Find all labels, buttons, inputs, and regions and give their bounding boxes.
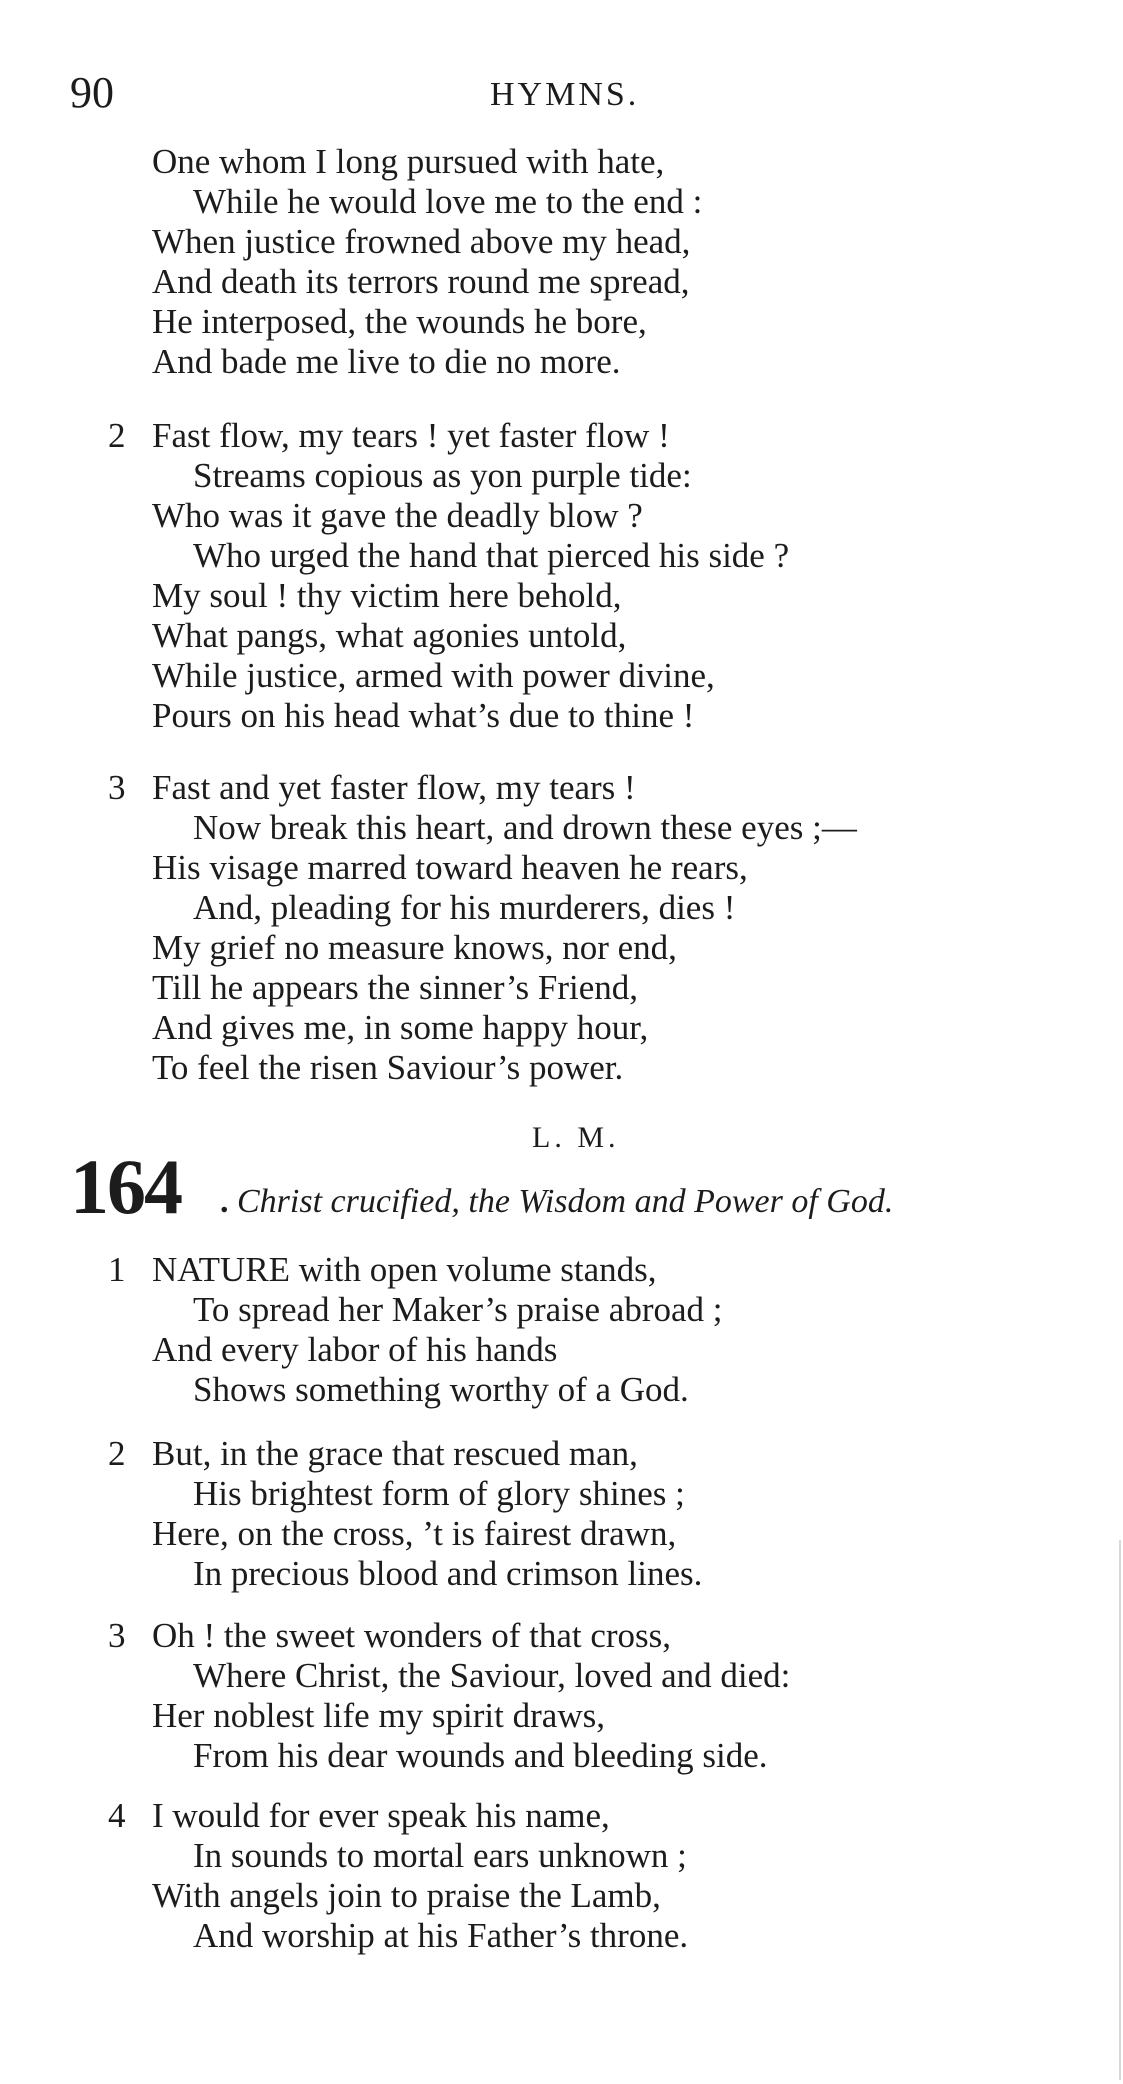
verse-line: Here, on the cross, ’t is fairest drawn, (152, 1514, 677, 1553)
verse-line: With angels join to praise the Lamb, (152, 1876, 661, 1915)
verse-line: And bade me live to die no more. (152, 342, 621, 381)
verse-line: Shows something worthy of a God. (193, 1370, 689, 1409)
verse-line: Now break this heart, and drown these eyes ;— (193, 808, 857, 847)
verse-line: Where Christ, the Saviour, loved and died: (193, 1656, 791, 1695)
verse-line: I would for ever speak his name, (152, 1796, 610, 1835)
verse-line: While justice, armed with power divine, (152, 656, 715, 695)
page-header (70, 68, 1070, 118)
verse-line: In precious blood and crimson lines. (193, 1554, 703, 1593)
verse-line: And gives me, in some happy hour, (152, 1008, 649, 1047)
verse-line: While he would love me to the end : (193, 182, 703, 221)
verse-line: What pangs, what agonies untold, (152, 616, 627, 655)
verse-line: Who was it gave the deadly blow ? (152, 496, 643, 535)
verse-line: Who urged the hand that pierced his side ? (193, 536, 790, 575)
verse-line: My soul ! thy victim here behold, (152, 576, 622, 615)
verse-line: He interposed, the wounds he bore, (152, 302, 647, 341)
verse-line: My grief no measure knows, nor end, (152, 928, 677, 967)
verse-line: And death its terrors round me spread, (152, 262, 690, 301)
verse-line: Her noblest life my spirit draws, (152, 1696, 605, 1735)
scan-edge-divider (1119, 1540, 1121, 2080)
verse-line: Fast and yet faster flow, my tears ! (152, 768, 636, 807)
stanza-number: 2 (108, 1434, 126, 1473)
verse-line: NATURE with open volume stands, (152, 1250, 657, 1289)
verse-line: To spread her Maker’s praise abroad ; (193, 1290, 723, 1329)
stanza-number: 2 (108, 416, 126, 455)
verse-line: His visage marred toward heaven he rears, (152, 848, 748, 887)
verse-line: And every labor of his hands (152, 1330, 558, 1369)
verse-line: One whom I long pursued with hate, (152, 142, 665, 181)
verse-line: And, pleading for his murderers, dies ! (193, 888, 736, 927)
hymn-title-text: Christ crucified, the Wisdom and Power of God. (237, 1183, 894, 1220)
verse-line: When justice frowned above my head, (152, 222, 691, 261)
stanza-number: 3 (108, 1616, 126, 1655)
verse-line: His brightest form of glory shines ; (193, 1474, 685, 1513)
verse-line: In sounds to mortal ears unknown ; (193, 1836, 687, 1875)
hymn-number: 164 (70, 1143, 181, 1230)
page-number: 90 (70, 68, 114, 117)
stanza-number: 3 (108, 768, 126, 807)
verse-line: To feel the risen Saviour’s power. (152, 1048, 624, 1087)
verse-line: And worship at his Father’s throne. (193, 1916, 689, 1955)
verse-line: Oh ! the sweet wonders of that cross, (152, 1616, 672, 1655)
verse-line: Streams copious as yon purple tide: (193, 456, 692, 495)
verse-line: From his dear wounds and bleeding side. (193, 1736, 768, 1775)
hymn-meter: L. M. (532, 1121, 620, 1154)
verse-line: Till he appears the sinner’s Friend, (152, 968, 639, 1007)
verse-line: Fast flow, my tears ! yet faster flow ! (152, 416, 670, 455)
stanza-number: 1 (108, 1250, 126, 1289)
verse-line: But, in the grace that rescued man, (152, 1434, 638, 1473)
running-head: HYMNS. (490, 76, 640, 113)
stanza-number: 4 (108, 1796, 126, 1835)
hymn-number-dot: . (220, 1183, 229, 1220)
hymn-title (220, 1180, 893, 1224)
verse-line: Pours on his head what’s due to thine ! (152, 696, 695, 735)
